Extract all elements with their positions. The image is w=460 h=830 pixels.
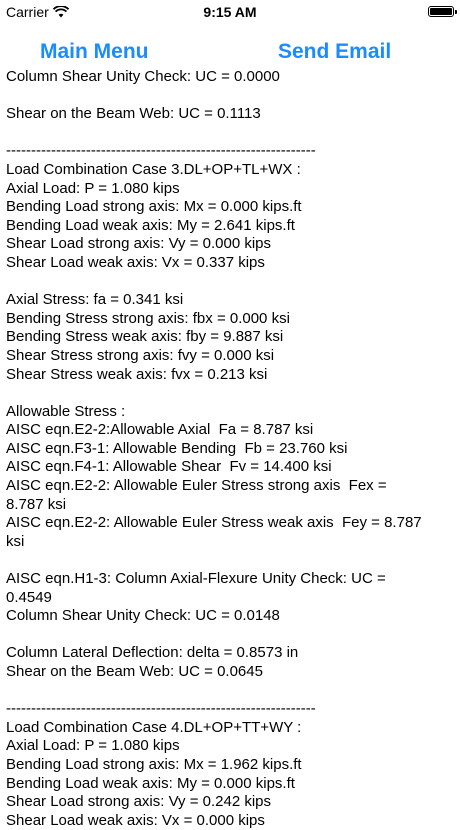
report-text-view[interactable] xyxy=(6,68,454,830)
report-line: AISC eqn.E2-2: Allowable Euler Stress weak axis Fey = 8.787 xyxy=(6,514,422,532)
report-line: Shear Load weak axis: Vx = 0.337 kips xyxy=(6,253,265,271)
report-line: Column Shear Unity Check: UC = 0.0000 xyxy=(6,68,280,85)
nav-bar xyxy=(0,36,460,70)
report-line: -------------------------------------------------------------- xyxy=(6,700,316,718)
battery-level-fill xyxy=(430,8,452,15)
report-line: Shear Load strong axis: Vy = 0.242 kips xyxy=(6,793,272,811)
report-line: Bending Load strong axis: Mx = 1.962 kips.ft xyxy=(6,755,302,773)
report-line xyxy=(6,384,454,403)
report-line xyxy=(6,551,454,570)
report-line: Shear Load strong axis: Vy = 0.000 kips xyxy=(6,235,272,253)
report-line: AISC eqn.E2-2:Allowable Axial Fa = 8.787 ksi xyxy=(6,421,314,439)
report-line: Shear on the Beam Web: UC = 0.0645 xyxy=(6,663,263,680)
report-line: Shear Stress strong axis: fvy = 0.000 ksi xyxy=(6,346,275,364)
report-line: AISC eqn.F4-1: Allowable Shear Fv = 14.400 ksi xyxy=(6,458,332,476)
report-line: Axial Stress: fa = 0.341 ksi xyxy=(6,291,184,309)
report-line: AISC eqn.E2-2: Allowable Euler Stress strong axis Fex = xyxy=(6,477,387,495)
report-line: Column Shear Unity Check: UC = 0.0148 xyxy=(6,607,280,625)
report-line: Load Combination Case 4.DL+OP+TT+WY : xyxy=(6,718,302,736)
main-menu-button[interactable]: Main Menu xyxy=(40,40,149,63)
report-line: Bending Load strong axis: Mx = 0.000 kips.ft xyxy=(6,198,302,216)
status-bar xyxy=(0,0,460,24)
battery-icon xyxy=(428,6,454,17)
report-line: ksi xyxy=(6,532,25,550)
report-line: -------------------------------------------------------------- xyxy=(6,142,316,160)
report-line xyxy=(6,626,454,645)
report-line: Column Lateral Deflection: delta = 0.8573 in xyxy=(6,644,299,662)
carrier-label: Carrier xyxy=(6,4,49,20)
report-line: Allowable Stress : xyxy=(6,402,126,420)
status-time: 9:15 AM xyxy=(203,4,257,20)
report-line: Shear on the Beam Web: UC = 0.1113 xyxy=(6,105,261,123)
report-line: Axial Load: P = 1.080 kips xyxy=(6,737,180,755)
report-line: Axial Load: P = 1.080 kips xyxy=(6,179,180,197)
report-line: AISC eqn.H1-3: Column Axial-Flexure Unity Check: UC = xyxy=(6,570,386,588)
report-line: Bending Stress weak axis: fby = 9.887 ksi xyxy=(6,328,284,346)
report-line: Bending Load weak axis: My = 0.000 kips.ft xyxy=(6,774,295,792)
report-line: AISC eqn.F3-1: Allowable Bending Fb = 23.760 ksi xyxy=(6,439,348,457)
report-line: Shear Stress weak axis: fvx = 0.213 ksi xyxy=(6,365,268,383)
report-line: Bending Load weak axis: My = 2.641 kips.ft xyxy=(6,216,295,234)
report-line: Load Combination Case 3.DL+OP+TL+WX : xyxy=(6,160,301,178)
report-line: 8.787 ksi xyxy=(6,495,67,513)
report-line xyxy=(6,124,454,143)
report-line xyxy=(6,87,454,106)
send-email-button[interactable]: Send Email xyxy=(278,40,392,63)
report-line: Bending Stress strong axis: fbx = 0.000 ksi xyxy=(6,309,290,327)
report-line: 0.4549 xyxy=(6,588,52,606)
report-line xyxy=(6,682,454,701)
report-line: Shear Load weak axis: Vx = 0.000 kips xyxy=(6,811,265,829)
report-line xyxy=(6,273,454,292)
